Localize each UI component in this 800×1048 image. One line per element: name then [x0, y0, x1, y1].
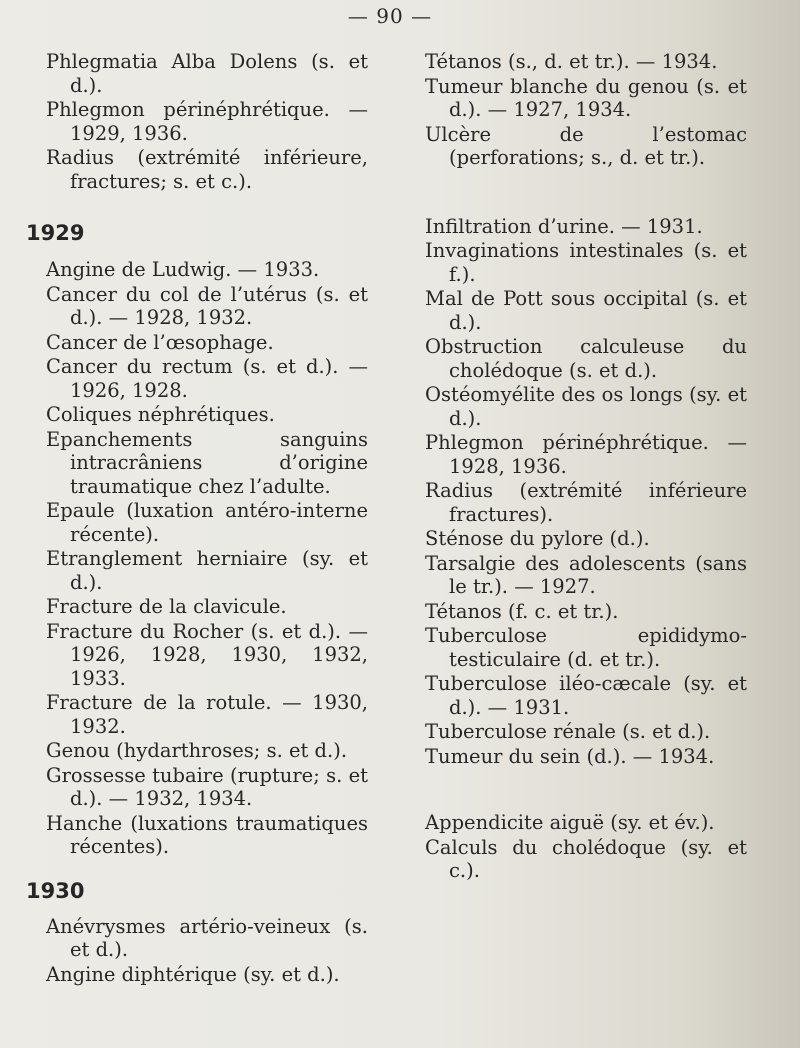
list-item: Tétanos (s., d. et tr.). — 1934.: [425, 50, 718, 73]
list-item: Tuberculose epididymo-testiculaire (d. et tr.).: [425, 624, 747, 671]
list-item: Calculs du cholédoque (sy. et c.).: [425, 835, 747, 882]
section-1930-entries: [46, 915, 368, 987]
list-item: Radius (extrémité inférieure, fractures; s. et c.).: [46, 146, 368, 193]
list-item: Phlegmatia Alba Dolens (s. et d.).: [46, 50, 368, 97]
list-item: Hanche (luxations traumatiques récentes).: [46, 811, 368, 858]
left-top-entries: [46, 50, 368, 193]
list-item: Tuberculose iléo-cæcale (sy. et d.). — 1931.: [425, 672, 747, 719]
list-item: Etranglement herniaire (sy. et d.).: [46, 547, 368, 594]
list-item: Invaginations intestinales (s. et f.).: [425, 239, 747, 286]
year-heading-1929: 1929: [26, 221, 85, 245]
list-item: Fracture du Rocher (s. et d.). — 1926, 1928, 1930, 1932, 1933.: [46, 619, 368, 690]
list-item: Tuberculose rénale (s. et d.).: [425, 720, 711, 743]
list-item: Sténose du pylore (d.).: [425, 527, 650, 550]
list-item: Angine diphtérique (sy. et d.).: [46, 962, 340, 986]
list-item: Genou (hydarthroses; s. et d.).: [46, 739, 348, 762]
list-item: Cancer du rectum (s. et d.). — 1926, 1928.: [46, 355, 368, 402]
list-item: Tumeur du sein (d.). — 1934.: [425, 744, 715, 768]
list-item: Grossesse tubaire (rupture; s. et d.). — 1932, 1934.: [46, 763, 368, 810]
list-item: Phlegmon périnéphrétique. — 1929, 1936.: [46, 98, 368, 145]
right-group-2: [425, 215, 747, 769]
left-column: [26, 50, 368, 987]
list-item: Epaule (luxation antéro-interne récente).: [46, 499, 368, 546]
list-item: Cancer de l’œsophage.: [46, 330, 274, 354]
list-item: Appendicite aiguë (sy. et év.).: [425, 811, 715, 834]
list-item: Obstruction calculeuse du cholédoque (s. et d.).: [425, 335, 747, 382]
spacer: [425, 171, 747, 215]
right-group-1: [425, 50, 747, 170]
page-number: — 90 —: [347, 4, 433, 28]
list-item: Fracture de la rotule. — 1930, 1932.: [46, 691, 368, 738]
list-item: Coliques néphrétiques.: [46, 403, 275, 426]
list-item: Infiltration d’urine. — 1931.: [425, 214, 703, 238]
list-item: Cancer du col de l’utérus (s. et d.). — 1928, 1932.: [46, 282, 368, 329]
right-group-3: [425, 811, 747, 883]
spacer: [425, 769, 747, 811]
list-item: Tarsalgie des adolescents (sans le tr.). — 1927.: [425, 551, 747, 598]
list-item: Tétanos (f. c. et tr.).: [425, 599, 619, 623]
list-item: Phlegmon périnéphrétique. — 1928, 1936.: [425, 431, 747, 478]
list-item: Anévrysmes artério-veineux (s. et d.).: [46, 914, 368, 961]
right-column: [425, 50, 747, 884]
list-item: Epanchements sanguins intracrâniens d’origine traumatique chez l’adulte.: [46, 427, 368, 498]
list-item: Tumeur blanche du genou (s. et d.). — 1927, 1934.: [425, 74, 747, 121]
list-item: Mal de Pott sous occipital (s. et d.).: [425, 287, 747, 334]
list-item: Ulcère de l’estomac (perforations; s., d. et tr.).: [425, 122, 747, 169]
list-item: Ostéomyélite des os longs (sy. et d.).: [425, 383, 747, 430]
list-item: Angine de Ludwig. — 1933.: [46, 258, 320, 281]
list-item: Fracture de la clavicule.: [46, 595, 287, 618]
section-1929-entries: [46, 258, 368, 859]
year-heading-1930: 1930: [26, 878, 85, 903]
list-item: Radius (extrémité inférieure fractures).: [425, 479, 747, 526]
